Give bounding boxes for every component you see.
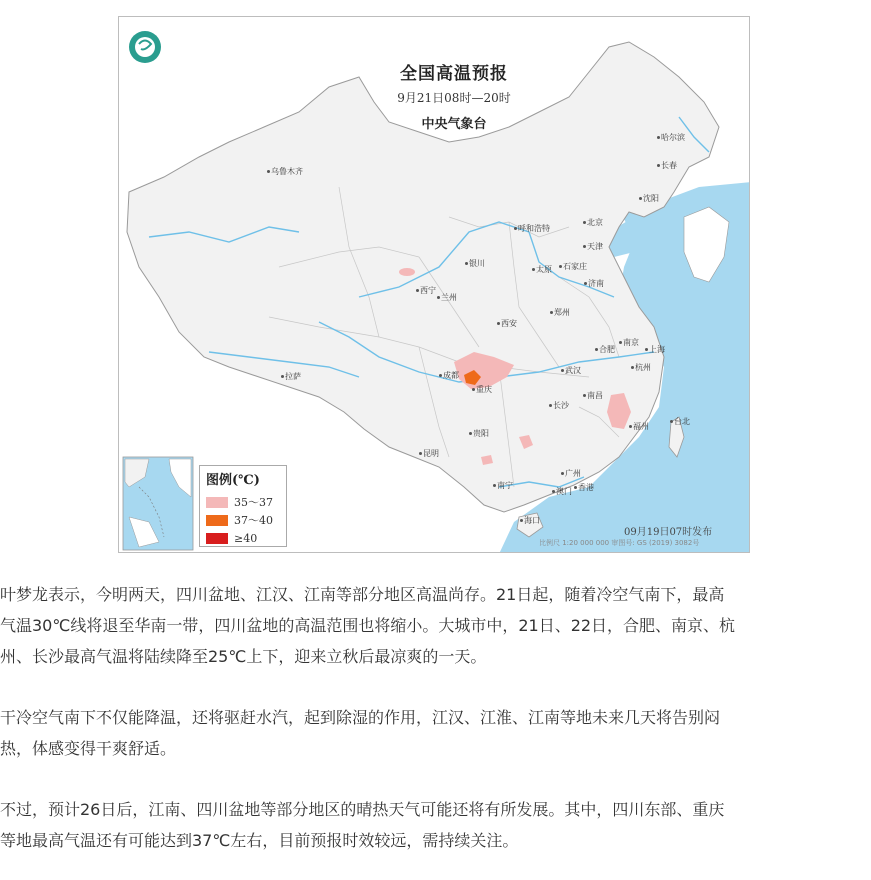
lake-qinghai	[399, 268, 415, 276]
legend-label: 37～40	[234, 514, 273, 527]
heat-forecast-map	[118, 16, 750, 553]
city-label: 拉萨	[281, 372, 301, 381]
cma-logo	[129, 31, 161, 63]
legend-swatch	[206, 515, 228, 526]
city-label: 海口	[520, 516, 540, 525]
city-label: 北京	[583, 218, 603, 227]
city-label: 太原	[532, 265, 552, 274]
city-label: 西安	[497, 319, 517, 328]
legend-title: 图例(℃)	[206, 473, 260, 488]
scale-note: 比例尺 1:20 000 000 审图号: GS (2019) 3082号	[539, 539, 700, 547]
city-label: 南宁	[493, 481, 513, 490]
city-label: 哈尔滨	[657, 133, 685, 142]
city-label: 南昌	[583, 391, 603, 400]
article-paragraph-3-line-2: 等地最高气温还有可能达到37℃左右，目前预报时效较远，需持续关注。	[0, 831, 519, 850]
city-label: 杭州	[631, 363, 651, 372]
legend-item	[206, 532, 257, 544]
article-paragraph-2-line-1: 干冷空气南下不仅能降温，还将驱赶水汽，起到除湿的作用，江汉、江淮、江南等地未来几天将告别闷	[0, 708, 721, 727]
legend-item	[206, 496, 273, 508]
city-label: 武汉	[561, 366, 581, 375]
article-paragraph-1-line-2: 气温30℃线将退至华南一带，四川盆地的高温范围也将缩小。大城市中，21日、22日，合肥、南京、杭	[0, 616, 736, 635]
city-label: 昆明	[419, 449, 439, 458]
map-time-range: 9月21日08时—20时	[397, 91, 511, 105]
city-label: 郑州	[550, 308, 570, 317]
city-label: 沈阳	[639, 194, 659, 203]
city-label: 呼和浩特	[514, 224, 550, 233]
map-agency: 中央气象台	[421, 117, 487, 132]
city-label: 成都	[439, 371, 459, 380]
legend-label: 35～37	[234, 496, 273, 509]
city-label: 香港	[574, 483, 594, 492]
city-label: 贵阳	[469, 429, 489, 438]
article-paragraph-1-line-3: 州、长沙最高气温将陆续降至25℃上下，迎来立秋后最凉爽的一天。	[0, 647, 487, 666]
city-label: 济南	[584, 279, 604, 288]
city-label: 西宁	[416, 286, 436, 295]
city-label: 天津	[583, 242, 603, 251]
city-label: 福州	[629, 422, 649, 431]
city-label: 合肥	[595, 345, 615, 354]
article-paragraph-3-line-1: 不过，预计26日后，江南、四川盆地等部分地区的晴热天气可能还将有所发展。其中，四川东部、重庆	[0, 800, 725, 819]
map-title: 全国高温预报	[400, 64, 508, 84]
legend-swatch	[206, 533, 228, 544]
city-label: 石家庄	[559, 262, 587, 271]
article-paragraph-2-line-2: 热，体感变得干爽舒适。	[0, 739, 177, 758]
city-label: 南京	[619, 338, 639, 347]
map-legend	[199, 465, 287, 547]
city-label: 重庆	[472, 385, 492, 394]
legend-swatch	[206, 497, 228, 508]
city-label: 乌鲁木齐	[267, 167, 303, 176]
city-label: 台北	[670, 417, 690, 426]
city-label: 广州	[561, 469, 581, 478]
city-label: 澳门	[552, 487, 572, 496]
city-label: 长春	[657, 161, 677, 170]
article-paragraph-1-line-1: 叶梦龙表示，今明两天，四川盆地、江汉、江南等部分地区高温尚存。21日起，随着冷空气南下，最高	[0, 585, 725, 604]
publish-note: 09月19日07时发布	[624, 527, 713, 538]
city-label: 兰州	[437, 293, 457, 302]
legend-item	[206, 514, 273, 526]
legend-label: ≥40	[234, 531, 258, 545]
city-label: 上海	[645, 345, 665, 354]
city-label: 银川	[465, 259, 485, 268]
south-china-sea-inset	[123, 457, 193, 550]
city-label: 长沙	[549, 401, 569, 410]
